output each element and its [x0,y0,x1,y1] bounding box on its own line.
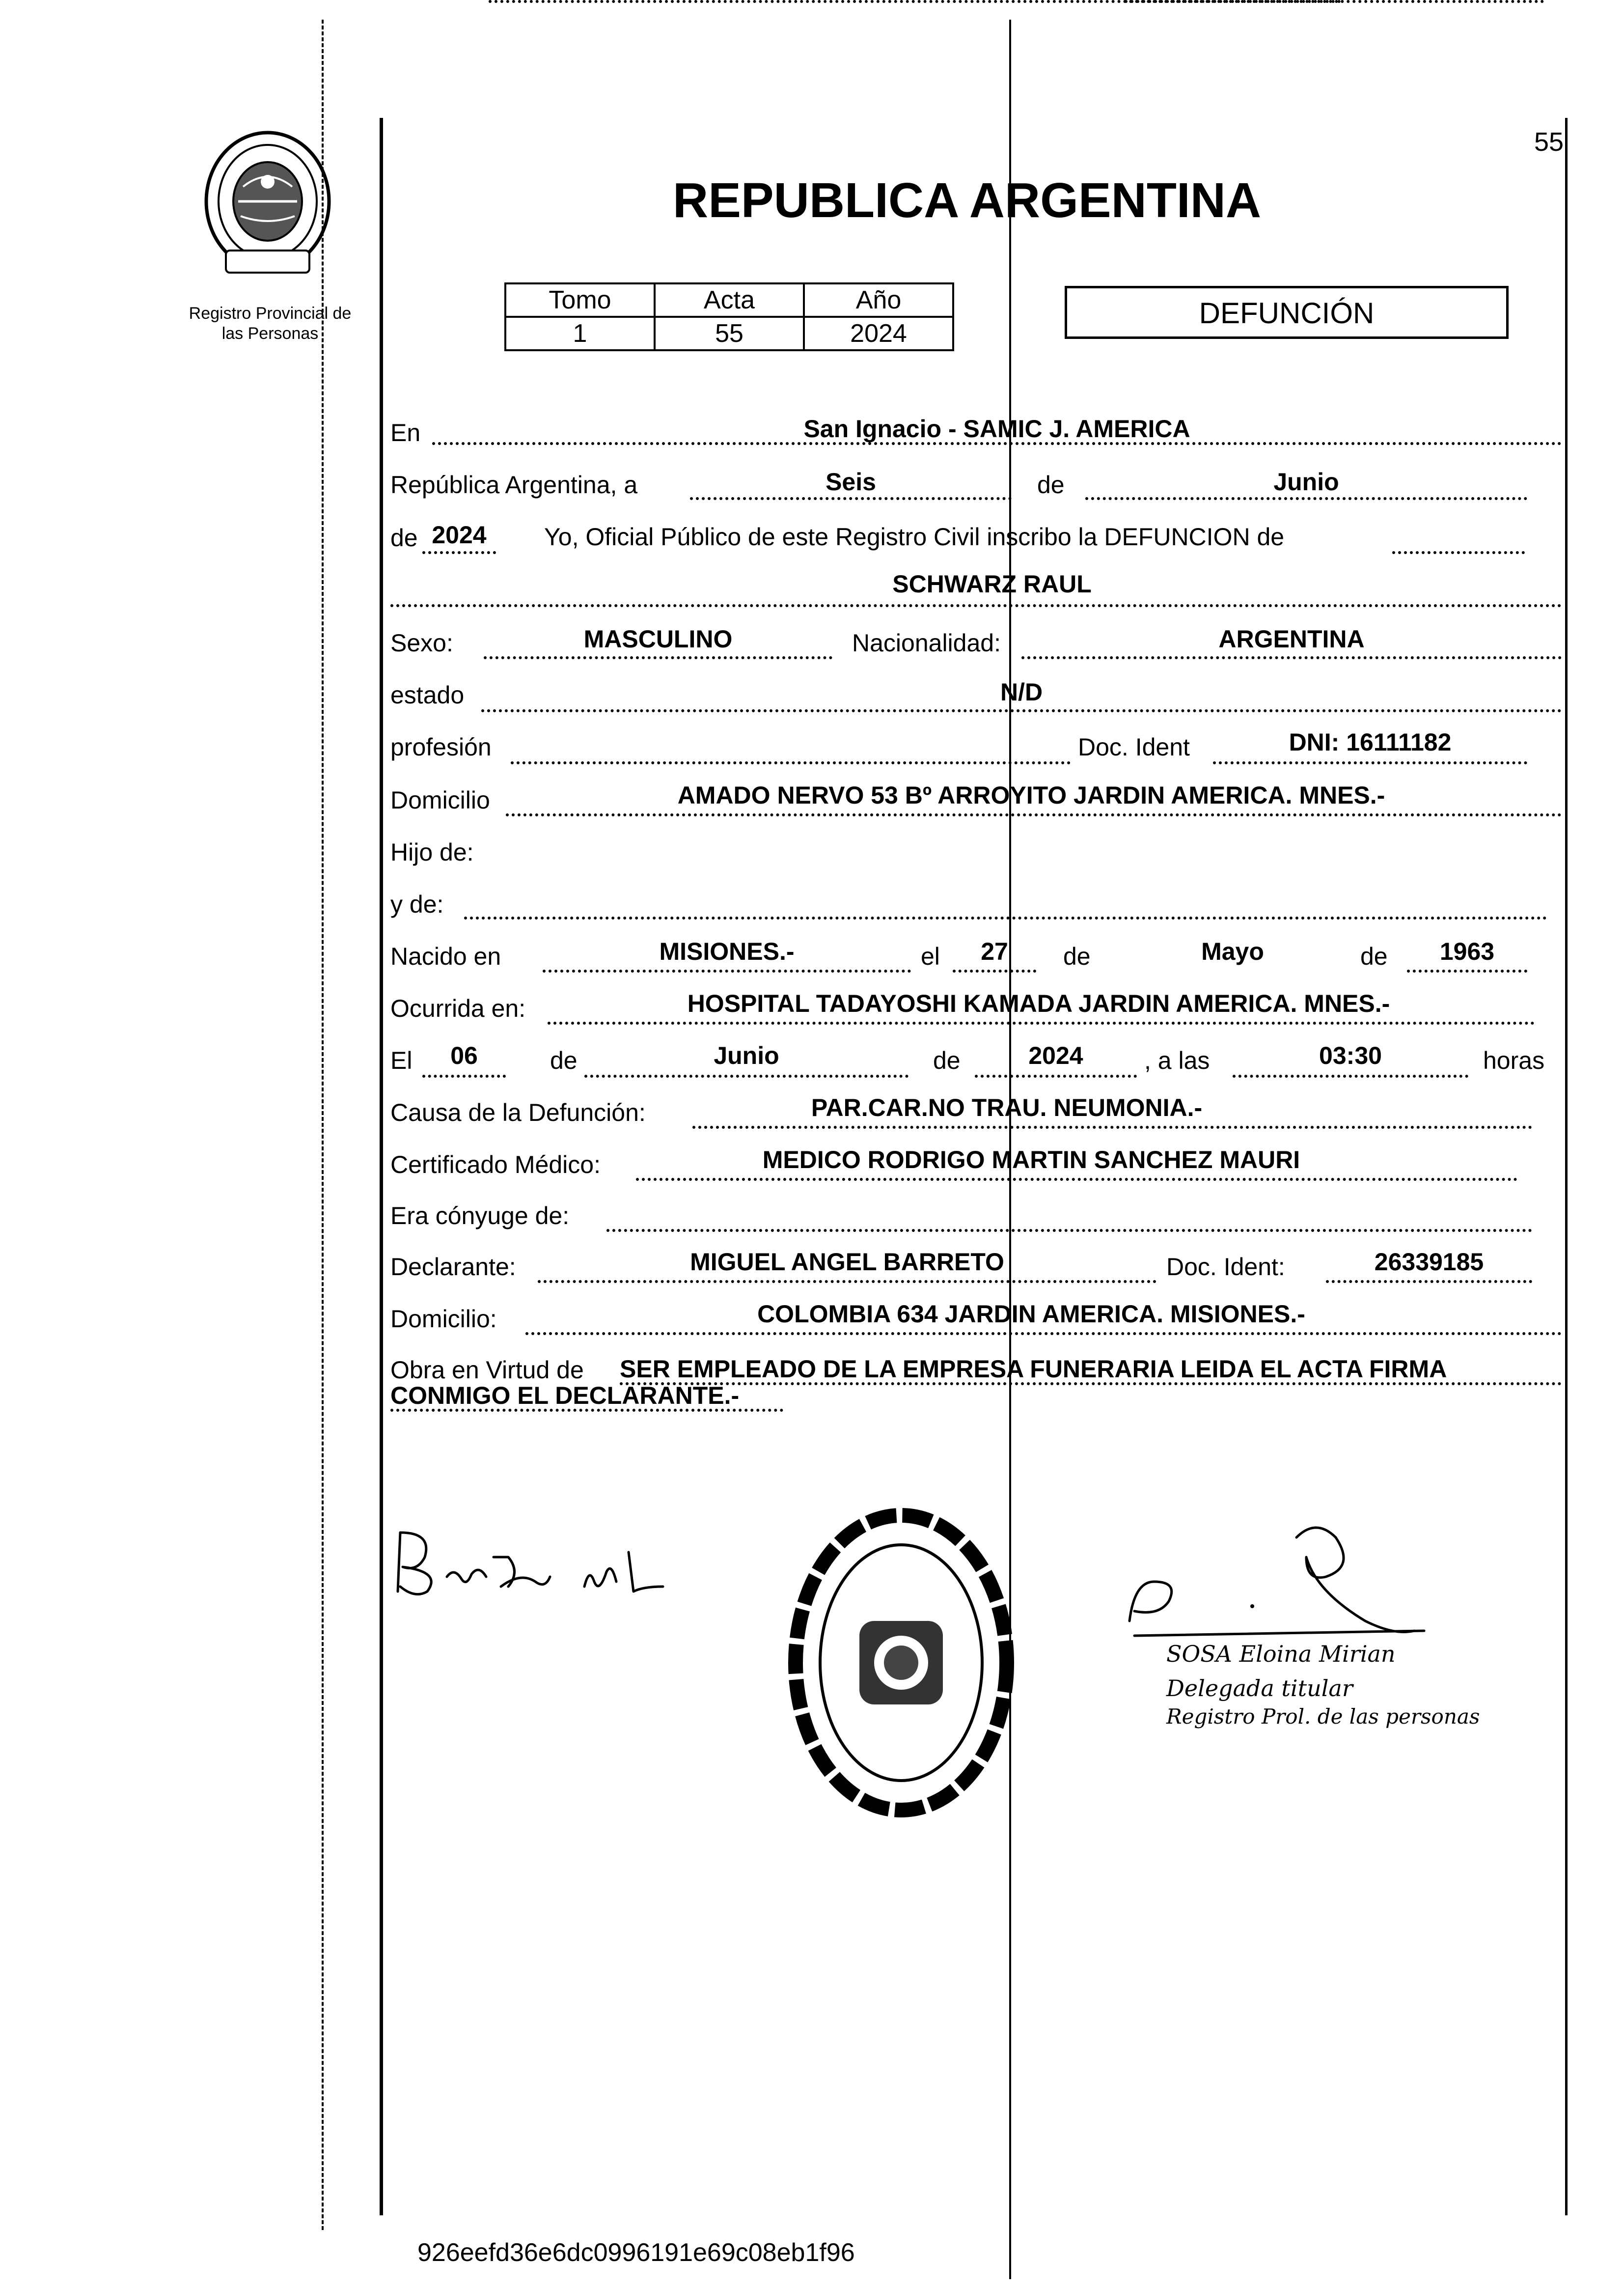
day-words-value: Seis [826,468,876,496]
doc2-label: Doc. Ident: [1166,1253,1285,1281]
officer-title: Delegada titular [1166,1675,1353,1702]
declarant-signature [388,1513,683,1611]
hora-value: 03:30 [1319,1042,1382,1069]
horas-label: horas [1483,1047,1545,1074]
certificado-label: Certificado Médico: [390,1151,601,1178]
declarante-label: Declarante: [390,1253,516,1281]
yde-label: y de: [390,891,444,918]
officer-name: SOSA Eloina Mirian [1166,1641,1396,1667]
obra-line2: CONMIGO EL DECLARANTE.- [390,1382,740,1409]
left-punch-marks [322,20,324,2230]
nacido-anio-value: 1963 [1439,938,1495,965]
ref-header-anio: Año [804,283,953,317]
left-margin-line [380,118,383,2215]
year-label: de [390,524,418,552]
place-value: San Ignacio - SAMIC J. AMERICA [803,415,1190,443]
officer-registry: Registro Prol. de las personas [1166,1704,1480,1729]
profesion-label: profesión [390,733,492,761]
ref-value-anio: 2024 [804,317,953,350]
year-value: 2024 [432,521,487,549]
month-line [1085,497,1527,500]
conyuge-line [606,1229,1532,1232]
sexo-value: MASCULINO [583,625,733,653]
deceased-name-line [390,604,1562,607]
act-type: DEFUNCIÓN [1199,297,1375,330]
ocurrida-label: Ocurrida en: [390,995,526,1022]
ref-header-acta: Acta [655,283,804,317]
nacido-lugar-value: MISIONES.- [659,938,795,965]
nacido-anio-label: de [1360,943,1388,970]
inscribo-text: Yo, Oficial Público de este Registro Civil inscribo la DEFUNCION de [544,523,1285,551]
registry-name: Registro Provincial de las Personas [189,304,352,343]
hora-line [1233,1075,1468,1078]
nacido-label: Nacido en [390,943,501,970]
ref-value-acta: 55 [655,317,804,350]
domicilio-label: Domicilio [390,786,490,814]
declarante-line [538,1280,1156,1283]
nacido-anio-line [1407,970,1527,973]
causa-line [692,1126,1532,1129]
document-hash: 926eefd36e6dc0996191e69c08eb1f96 [417,2238,855,2267]
provincial-seal [196,128,339,285]
nacido-lugar-line [543,970,911,973]
obra-line2-dots [390,1409,783,1412]
doc2-line [1326,1280,1532,1283]
alas-label: , a las [1144,1047,1210,1074]
domicilio2-label: Domicilio: [390,1305,497,1333]
muerte-anio-label: de [933,1047,961,1074]
doc-label: Doc. Ident [1078,733,1190,761]
day-words-line [690,497,1012,500]
right-margin-line [1565,118,1568,2215]
inscribo-line [1392,551,1525,554]
nacido-dia-line [953,970,1036,973]
conyuge-label: Era cónyuge de: [390,1202,570,1229]
hijo-line [489,0,1544,3]
el-label: El [390,1047,413,1074]
officer-signature [1120,1518,1522,1646]
obra-label: Obra en Virtud de [390,1356,584,1384]
ref-value-tomo: 1 [505,317,655,350]
domicilio-line [506,813,1562,816]
muerte-mes-value: Junio [714,1042,779,1069]
causa-label: Causa de la Defunción: [390,1099,646,1126]
muerte-dia-line [422,1075,506,1078]
sexo-label: Sexo: [390,629,453,657]
muerte-mes-line [584,1075,908,1078]
obra-line1: SER EMPLEADO DE LA EMPRESA FUNERARIA LEIDA EL ACTA FIRMA [620,1355,1447,1383]
hijo-label: Hijo de: [390,838,474,866]
certificado-value: MEDICO RODRIGO MARTIN SANCHEZ MAURI [762,1146,1300,1173]
ref-header-tomo: Tomo [505,283,655,317]
muerte-anio-value: 2024 [1028,1042,1083,1069]
nacido-el-label: el [921,943,940,970]
month-value: Junio [1273,468,1339,496]
doc-line [1213,761,1527,764]
declarante-value: MIGUEL ANGEL BARRETO [690,1248,1004,1276]
nacido-mes-label: de [1063,943,1091,970]
deceased-name: SCHWARZ RAUL [892,570,1092,598]
month-label: de [1037,471,1065,499]
nacido-mes-line [1125,0,1341,3]
profesion-line [511,761,1071,764]
estado-value: N/D [1000,678,1043,706]
estado-line [481,709,1562,712]
yde-line [464,917,1547,920]
muerte-dia-value: 06 [450,1042,478,1069]
estado-label: estado [390,681,465,709]
certificado-line [636,1178,1517,1181]
en-label: En [390,419,421,446]
nacionalidad-label: Nacionalidad: [852,629,1001,657]
page-number: 55 [1534,127,1564,157]
sexo-line [484,656,832,659]
obra-line1-dots [620,1382,1562,1385]
muerte-anio-line [975,1075,1137,1078]
domicilio2-line [525,1332,1562,1335]
nacionalidad-line [1021,656,1562,659]
doc-value: DNI: 16111182 [1289,728,1452,756]
causa-value: PAR.CAR.NO TRAU. NEUMONIA.- [811,1094,1203,1121]
domicilio2-value: COLOMBIA 634 JARDIN AMERICA. MISIONES.- [757,1300,1305,1328]
ocurrida-value: HOSPITAL TADAYOSHI KAMADA JARDIN AMERICA. MNES.- [687,990,1390,1017]
ocurrida-line [548,1022,1535,1025]
official-stamp [786,1503,1017,1822]
nacionalidad-value: ARGENTINA [1218,625,1365,653]
domicilio-value: AMADO NERVO 53 Bº ARROYITO JARDIN AMERICA. MNES.- [677,781,1385,809]
nacido-dia-value: 27 [981,938,1008,965]
doc2-value: 26339185 [1374,1248,1484,1276]
republica-label: República Argentina, a [390,471,638,499]
nacido-mes-value: Mayo [1201,938,1264,965]
year-line [422,551,496,554]
reference-table [504,282,954,351]
page-title: REPUBLICA ARGENTINA [673,173,1262,228]
muerte-mes-label: de [550,1047,578,1074]
